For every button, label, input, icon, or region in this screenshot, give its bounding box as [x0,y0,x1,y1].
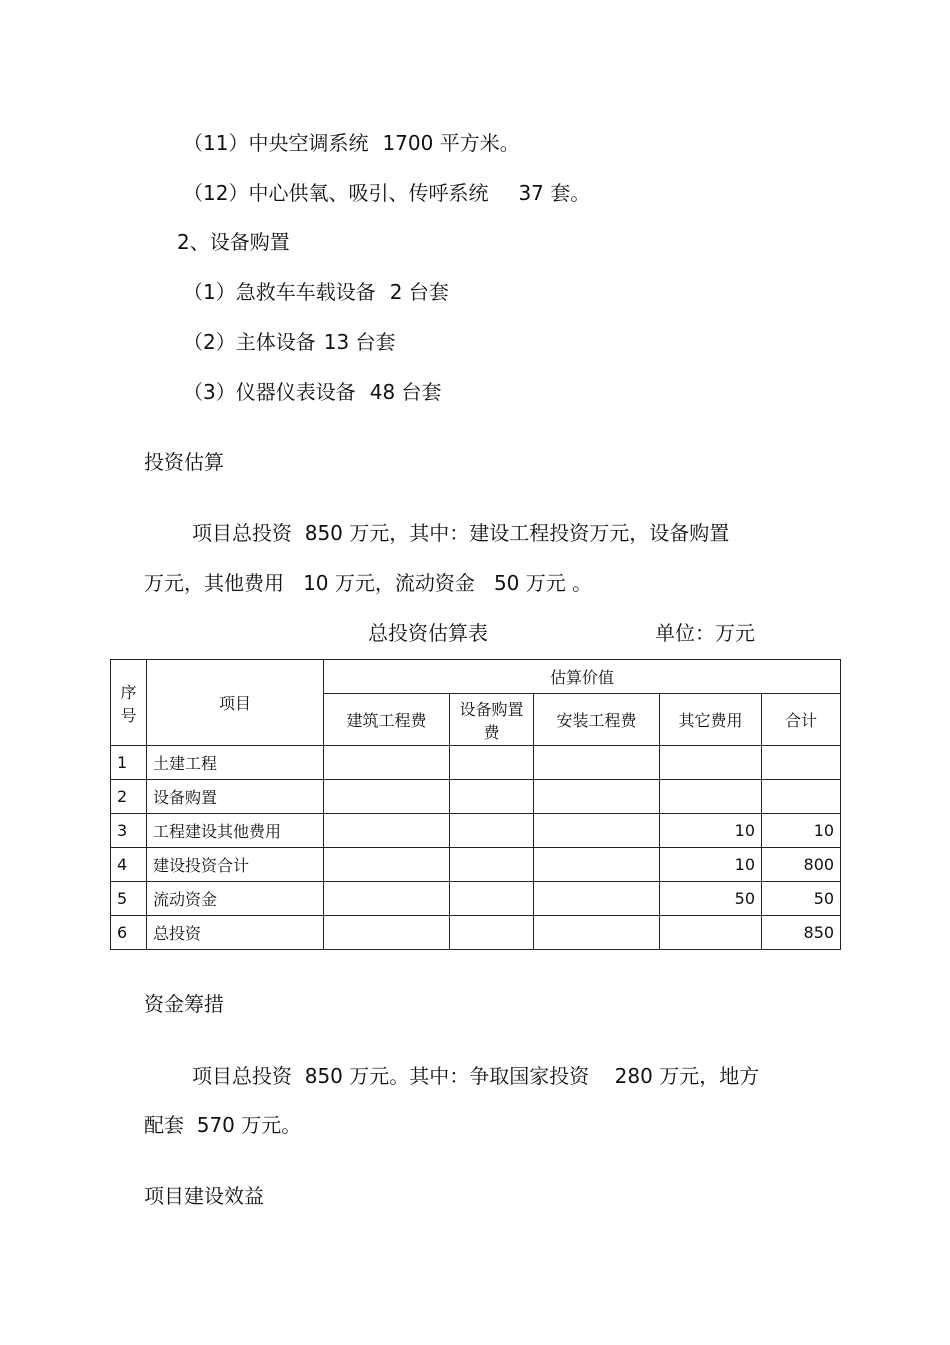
table-unit: 单位：万元 [655,621,755,645]
cell-other [660,780,762,814]
cell-equipment [450,882,534,916]
cell-item: 工程建设其他费用 [147,814,324,848]
investment-paragraph-line-1: 项目总投资 850 万元，其中：建设工程投资万元，设备购置 [192,521,730,545]
cell-construction [324,916,450,950]
table-caption: 总投资估算表 [368,621,488,645]
cell-total: 850 [762,916,841,950]
cell-total [762,780,841,814]
cell-seq: 3 [111,814,147,848]
cell-equipment [450,814,534,848]
cell-equipment [450,916,534,950]
cell-other: 50 [660,882,762,916]
list-item-value: 13 台套 [323,330,396,354]
list-item-label: （11）中央空调系统 [183,131,369,155]
table-row [111,848,841,882]
list-item-label: 2、设备购置 [177,230,290,254]
investment-estimate-table [110,659,841,950]
cell-other: 10 [660,814,762,848]
cell-installation [534,882,660,916]
cell-item: 设备购置 [147,780,324,814]
table-row [111,916,841,950]
cell-seq: 1 [111,746,147,780]
cell-other [660,916,762,950]
cell-seq: 4 [111,848,147,882]
header-col-construction: 建筑工程费 [324,694,450,746]
cell-item: 流动资金 [147,882,324,916]
investment-paragraph-line-2: 万元，其他费用 10 万元，流动资金 50 万元 。 [144,571,593,595]
list-item-label: （12）中心供氧、吸引、传呼系统 [183,181,489,205]
list-item-label: （3）仪器仪表设备 [183,380,356,404]
list-item-label: （1）急救车车载设备 [183,280,376,304]
table-header-row [111,660,841,694]
investment-heading: 投资估算 [144,450,224,474]
table-row [111,780,841,814]
cell-item: 土建工程 [147,746,324,780]
cell-equipment [450,746,534,780]
list-item-instruments [183,380,442,404]
table-row [111,746,841,780]
cell-installation [534,916,660,950]
cell-item: 建设投资合计 [147,848,324,882]
cell-construction [324,882,450,916]
table-row [111,882,841,916]
header-group: 估算价值 [324,660,841,694]
cell-seq: 5 [111,882,147,916]
cell-total: 10 [762,814,841,848]
header-item: 项目 [147,660,324,746]
header-col-total: 合计 [762,694,841,746]
header-col-installation: 安装工程费 [534,694,660,746]
list-item-value: 2 台套 [389,280,449,304]
benefit-heading: 项目建设效益 [144,1184,264,1208]
cell-equipment [450,848,534,882]
list-item-main-equipment [183,330,396,354]
funding-paragraph-line-2: 配套 570 万元。 [144,1113,302,1137]
list-item-ambulance [183,280,449,304]
cell-installation [534,848,660,882]
list-item-value: 1700 平方米。 [382,131,520,155]
cell-construction [324,780,450,814]
funding-paragraph-line-1: 项目总投资 850 万元。其中：争取国家投资 280 万元，地方 [192,1064,760,1088]
cell-seq: 6 [111,916,147,950]
cell-total [762,746,841,780]
cell-other [660,746,762,780]
cell-total: 50 [762,882,841,916]
cell-item: 总投资 [147,916,324,950]
list-item-equipment [177,230,290,254]
list-item-value: 37 套。 [518,181,591,205]
cell-equipment [450,780,534,814]
cell-installation [534,814,660,848]
list-item-12 [183,181,590,205]
cell-construction [324,746,450,780]
cell-seq: 2 [111,780,147,814]
list-item-value: 48 台套 [369,380,442,404]
cell-installation [534,780,660,814]
header-col-other: 其它费用 [660,694,762,746]
list-item-label: （2）主体设备 [183,330,316,354]
cell-construction [324,848,450,882]
cell-installation [534,746,660,780]
cell-construction [324,814,450,848]
header-col-equipment: 设备购置费 [450,694,534,746]
cell-other: 10 [660,848,762,882]
list-item-11 [183,131,520,155]
header-seq: 序号 [111,660,147,746]
table-row [111,814,841,848]
cell-total: 800 [762,848,841,882]
funding-heading: 资金筹措 [144,992,224,1016]
